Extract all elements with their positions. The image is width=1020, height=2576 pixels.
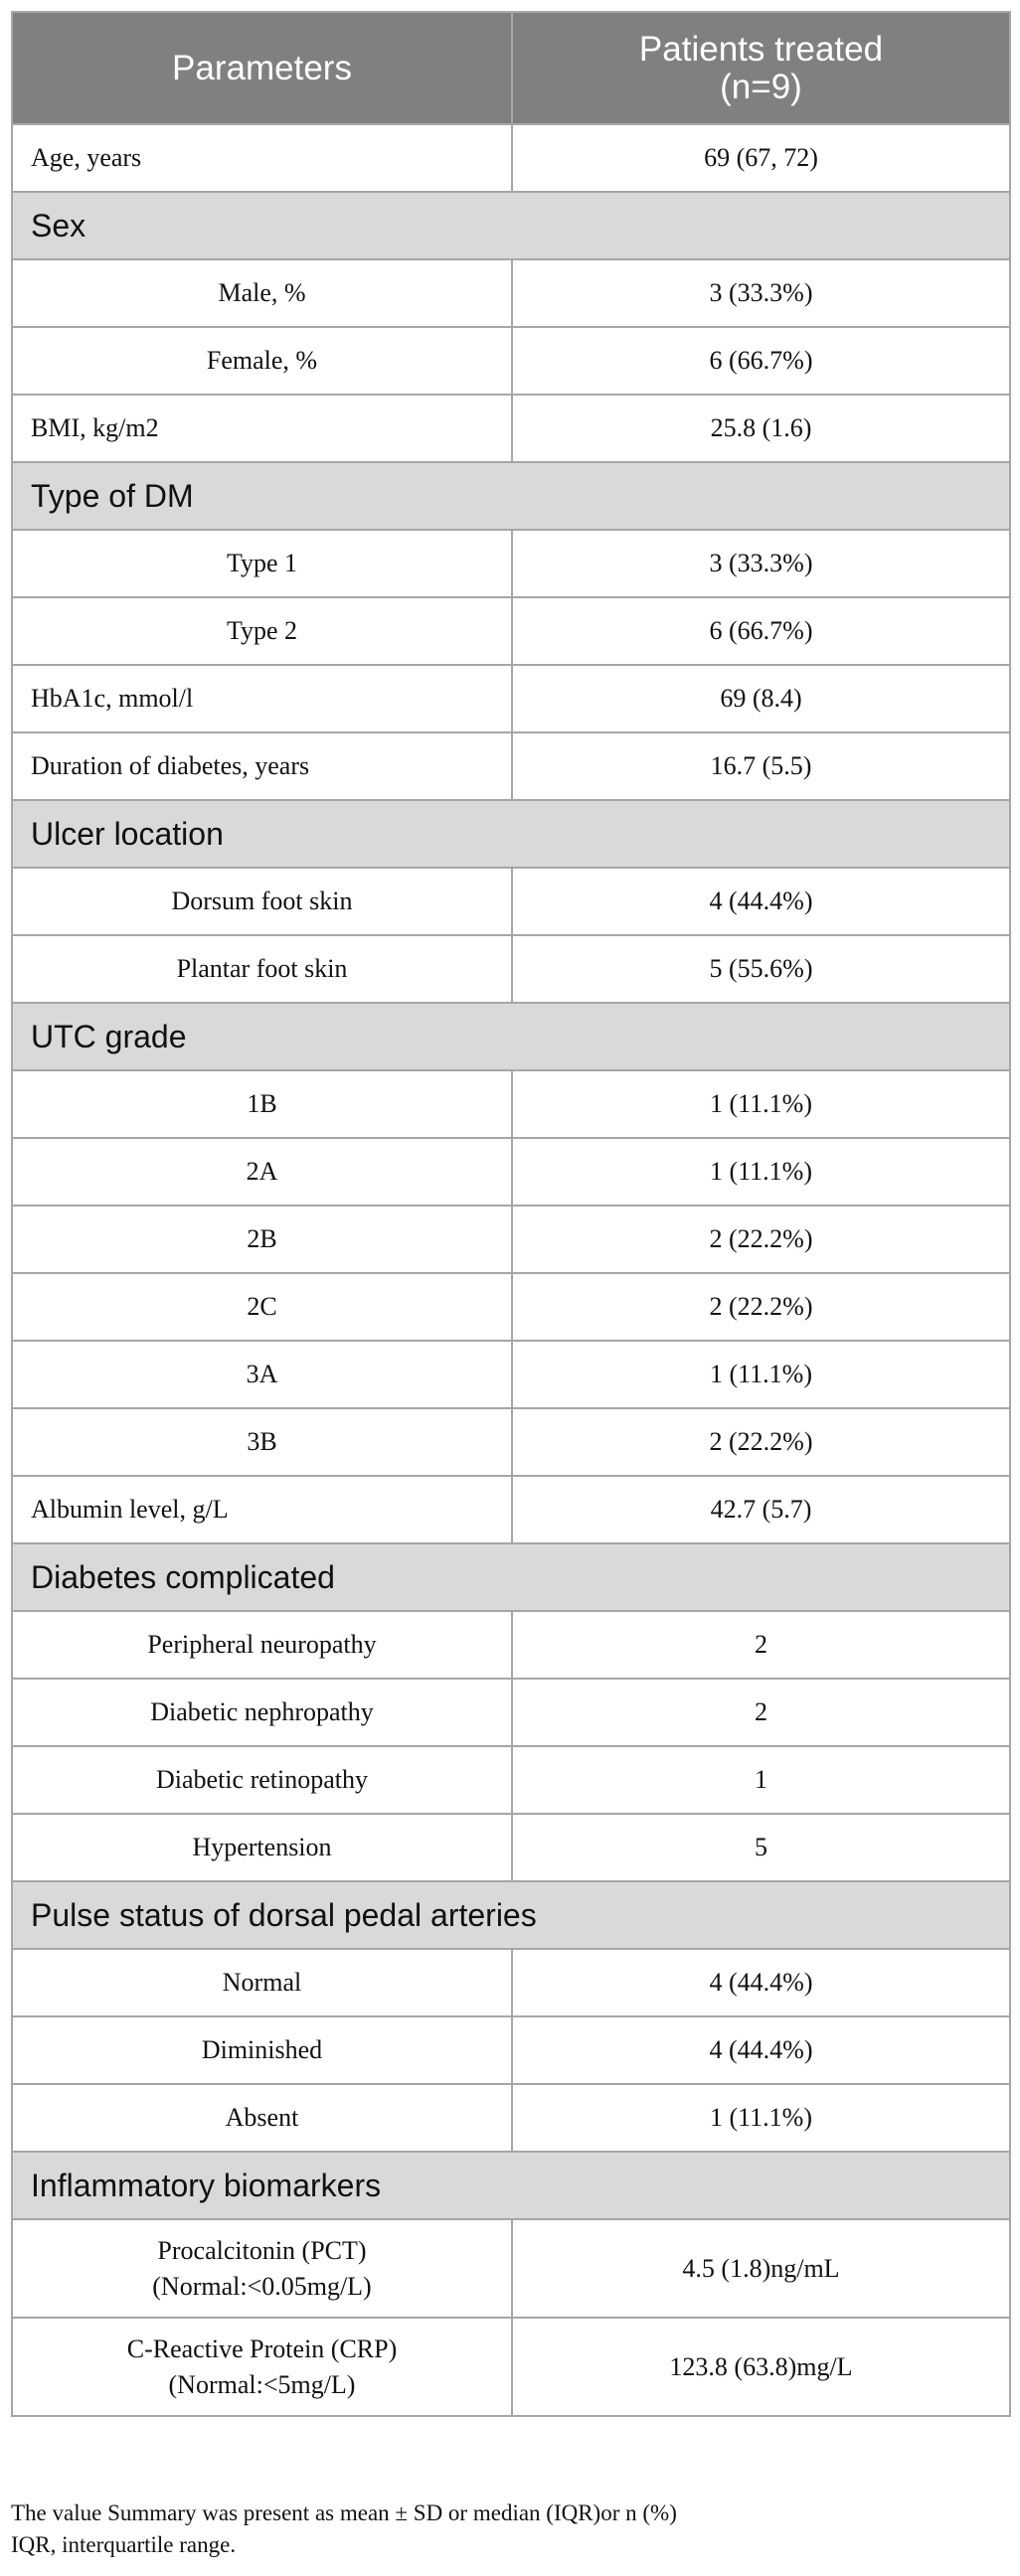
row-value: 25.8 (1.6) — [512, 395, 1010, 462]
section-title: Type of DM — [12, 462, 1010, 530]
table-row — [12, 868, 1010, 935]
table-row — [12, 124, 1010, 192]
table-row — [12, 1070, 1010, 1138]
row-value: 69 (8.4) — [512, 665, 1010, 732]
section-title: Pulse status of dorsal pedal arteries — [12, 1881, 1010, 1949]
row-label: Dorsum foot skin — [12, 868, 512, 935]
row-label: BMI, kg/m2 — [12, 395, 512, 462]
header-parameters-text: Parameters — [172, 48, 352, 87]
row-label: Male, % — [12, 259, 512, 327]
table-row — [12, 2318, 1010, 2416]
section-row — [12, 1003, 1010, 1070]
section-title: Sex — [12, 192, 1010, 259]
row-value: 4 (44.4%) — [512, 2016, 1010, 2084]
row-value: 69 (67, 72) — [512, 124, 1010, 192]
section-row — [12, 800, 1010, 868]
table-row — [12, 2016, 1010, 2084]
table-row — [12, 732, 1010, 800]
section-title: Diabetes complicated — [12, 1543, 1010, 1611]
row-label: Diabetic nephropathy — [12, 1679, 512, 1746]
table-row — [12, 259, 1010, 327]
table-row — [12, 1408, 1010, 1476]
table-row — [12, 1476, 1010, 1543]
row-value: 2 — [512, 1611, 1010, 1679]
table-footnote — [11, 2497, 677, 2561]
row-label: Type 1 — [12, 530, 512, 597]
row-value: 1 (11.1%) — [512, 1341, 1010, 1408]
table-row — [12, 1746, 1010, 1814]
row-label: Type 2 — [12, 597, 512, 665]
footnote-line2: IQR, interquartile range. — [11, 2532, 237, 2557]
section-row — [12, 462, 1010, 530]
section-row — [12, 1543, 1010, 1611]
row-label: 2C — [12, 1273, 512, 1341]
table-row — [12, 597, 1010, 665]
table-row — [12, 1611, 1010, 1679]
table-row — [12, 1949, 1010, 2016]
row-label: 1B — [12, 1070, 512, 1138]
row-label — [12, 2318, 512, 2416]
row-value: 3 (33.3%) — [512, 259, 1010, 327]
table-row — [12, 395, 1010, 462]
row-value: 42.7 (5.7) — [512, 1476, 1010, 1543]
table-row — [12, 665, 1010, 732]
row-label: Albumin level, g/L — [12, 1476, 512, 1543]
section-row — [12, 1881, 1010, 1949]
row-label: 3B — [12, 1408, 512, 1476]
row-label: Peripheral neuropathy — [12, 1611, 512, 1679]
header-patients-treated — [512, 12, 1010, 124]
table-row — [12, 1138, 1010, 1206]
row-label: Duration of diabetes, years — [12, 732, 512, 800]
table-row — [12, 1273, 1010, 1341]
header-patients-line2: (n=9) — [720, 67, 802, 106]
section-title: Ulcer location — [12, 800, 1010, 868]
row-value: 5 (55.6%) — [512, 935, 1010, 1003]
row-value: 2 (22.2%) — [512, 1408, 1010, 1476]
section-title: Inflammatory biomarkers — [12, 2152, 1010, 2219]
row-value: 6 (66.7%) — [512, 327, 1010, 395]
row-label: Hypertension — [12, 1814, 512, 1881]
header-row — [12, 12, 1010, 124]
row-value: 4 (44.4%) — [512, 868, 1010, 935]
footnote-line1: The value Summary was present as mean ± SD or median (IQR)or n (%) — [11, 2500, 677, 2525]
table-row — [12, 1341, 1010, 1408]
row-value: 3 (33.3%) — [512, 530, 1010, 597]
table-row — [12, 935, 1010, 1003]
row-label: 2A — [12, 1138, 512, 1206]
row-value: 6 (66.7%) — [512, 597, 1010, 665]
section-title: UTC grade — [12, 1003, 1010, 1070]
row-label: 3A — [12, 1341, 512, 1408]
table-row — [12, 530, 1010, 597]
row-label: Plantar foot skin — [12, 935, 512, 1003]
section-row — [12, 2152, 1010, 2219]
row-label — [12, 2219, 512, 2318]
characteristics-table-container — [11, 11, 1009, 2417]
row-value: 16.7 (5.5) — [512, 732, 1010, 800]
row-value: 123.8 (63.8)mg/L — [512, 2318, 1010, 2416]
table-row — [12, 2084, 1010, 2152]
row-value: 1 — [512, 1746, 1010, 1814]
row-value: 4.5 (1.8)ng/mL — [512, 2219, 1010, 2318]
row-label: Absent — [12, 2084, 512, 2152]
header-parameters — [12, 12, 512, 124]
table-row — [12, 2219, 1010, 2318]
row-value: 2 (22.2%) — [512, 1273, 1010, 1341]
row-value: 1 (11.1%) — [512, 1138, 1010, 1206]
row-value: 4 (44.4%) — [512, 1949, 1010, 2016]
table-row — [12, 1814, 1010, 1881]
row-label-line1: C-Reactive Protein (CRP) — [126, 2334, 398, 2363]
row-label: 2B — [12, 1206, 512, 1273]
row-label: Normal — [12, 1949, 512, 2016]
table-row — [12, 1679, 1010, 1746]
row-label: HbA1c, mmol/l — [12, 665, 512, 732]
row-label-line2: (Normal:<0.05mg/L) — [152, 2271, 372, 2301]
row-label: Female, % — [12, 327, 512, 395]
row-value: 1 (11.1%) — [512, 1070, 1010, 1138]
table-row — [12, 327, 1010, 395]
table-row — [12, 1206, 1010, 1273]
row-value: 1 (11.1%) — [512, 2084, 1010, 2152]
row-label: Age, years — [12, 124, 512, 192]
header-patients-line1: Patients treated — [638, 29, 884, 69]
section-row — [12, 192, 1010, 259]
row-value: 2 (22.2%) — [512, 1206, 1010, 1273]
characteristics-table — [11, 11, 1011, 2417]
row-value: 5 — [512, 1814, 1010, 1881]
row-label-line2: (Normal:<5mg/L) — [168, 2369, 356, 2399]
row-value: 2 — [512, 1679, 1010, 1746]
row-label-line1: Procalcitonin (PCT) — [157, 2235, 367, 2265]
row-label: Diminished — [12, 2016, 512, 2084]
row-label: Diabetic retinopathy — [12, 1746, 512, 1814]
